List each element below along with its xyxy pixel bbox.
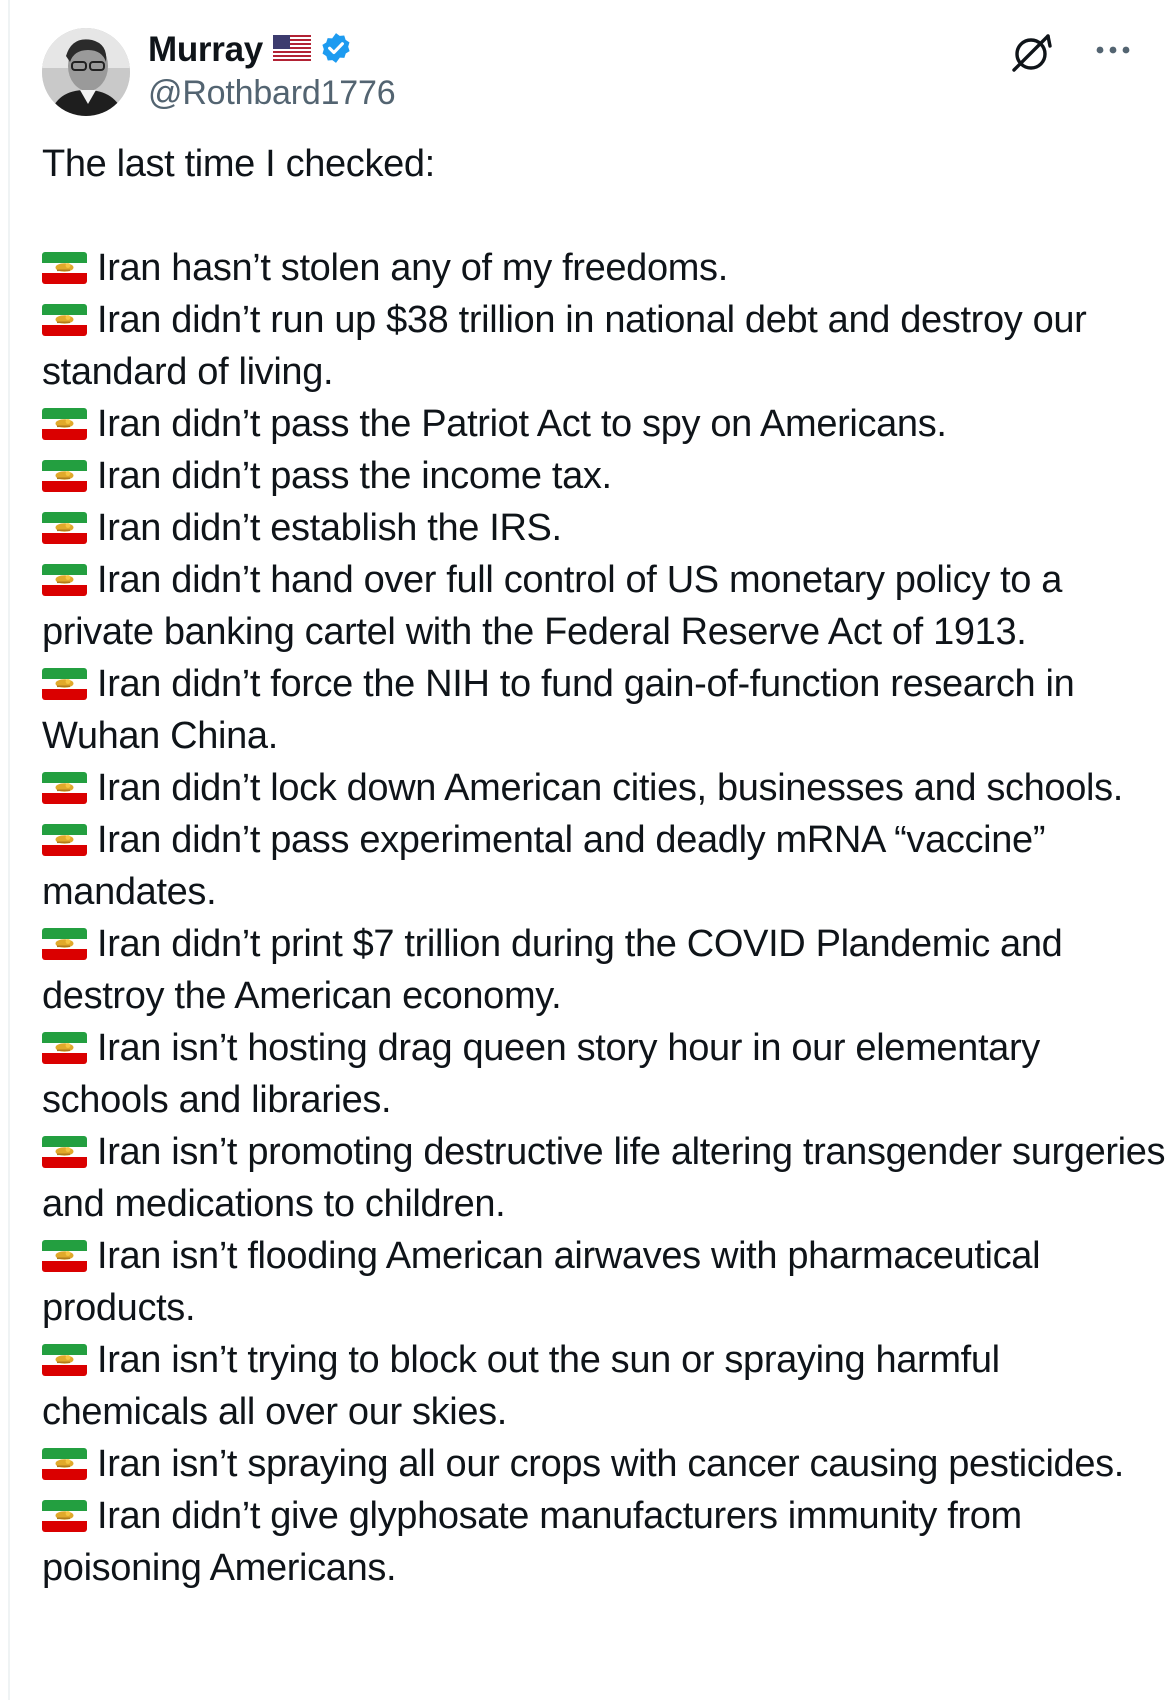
tweet-item bbox=[42, 814, 1167, 918]
iran-lion-and-sun-flag-icon bbox=[42, 668, 87, 700]
tweet-item-text: Iran didn’t pass the Patriot Act to spy on Americans. bbox=[97, 403, 947, 445]
iran-lion-and-sun-flag-icon bbox=[42, 252, 87, 284]
tweet-item-text: Iran didn’t pass experimental and deadly mRNA “vaccine” mandates. bbox=[42, 819, 1046, 913]
iran-lion-and-sun-flag-icon bbox=[42, 1240, 87, 1272]
iran-lion-and-sun-flag-icon bbox=[42, 512, 87, 544]
tweet-item-text: Iran isn’t flooding American airwaves with pharmaceutical products. bbox=[42, 1235, 1041, 1329]
tweet-item bbox=[42, 762, 1167, 814]
tweet-item-text: Iran didn’t pass the income tax. bbox=[97, 455, 612, 497]
tweet-item bbox=[42, 1230, 1167, 1334]
iran-lion-and-sun-flag-icon bbox=[42, 928, 87, 960]
name-row bbox=[148, 28, 395, 72]
tweet-item bbox=[42, 450, 1167, 502]
tweet-item-list bbox=[42, 242, 1167, 1594]
tweet-item-text: Iran didn’t establish the IRS. bbox=[97, 507, 562, 549]
more-icon[interactable] bbox=[1090, 30, 1136, 76]
tweet-item bbox=[42, 294, 1167, 398]
tweet-item-text: Iran isn’t promoting destructive life altering transgender surgeries and medications to children. bbox=[42, 1131, 1166, 1225]
iran-lion-and-sun-flag-icon bbox=[42, 564, 87, 596]
iran-lion-and-sun-flag-icon bbox=[42, 408, 87, 440]
display-name[interactable]: Murray bbox=[148, 30, 263, 69]
tweet-item-text: Iran didn’t give glyphosate manufacturers immunity from poisoning Americans. bbox=[42, 1495, 1022, 1589]
user-handle[interactable]: @Rothbard1776 bbox=[148, 74, 396, 112]
iran-lion-and-sun-flag-icon bbox=[42, 772, 87, 804]
tweet-item bbox=[42, 1438, 1167, 1490]
tweet-item-text: Iran didn’t lock down American cities, businesses and schools. bbox=[97, 767, 1123, 809]
iran-lion-and-sun-flag-icon bbox=[42, 304, 87, 336]
tweet-item-text: Iran didn’t run up $38 trillion in national debt and destroy our standard of living. bbox=[42, 299, 1087, 393]
iran-lion-and-sun-flag-icon bbox=[42, 1448, 87, 1480]
grok-icon[interactable] bbox=[1010, 30, 1056, 76]
tweet-item bbox=[42, 918, 1167, 1022]
tweet-item bbox=[42, 1490, 1167, 1594]
iran-lion-and-sun-flag-icon bbox=[42, 1344, 87, 1376]
tweet-item bbox=[42, 242, 1167, 294]
blank-line bbox=[42, 190, 1167, 242]
timeline-border bbox=[8, 0, 10, 1700]
iran-lion-and-sun-flag-icon bbox=[42, 1136, 87, 1168]
tweet-item-text: Iran didn’t print $7 trillion during the COVID Plandemic and destroy the American economy. bbox=[42, 923, 1063, 1017]
iran-lion-and-sun-flag-icon bbox=[42, 824, 87, 856]
user-info bbox=[148, 28, 395, 113]
avatar[interactable] bbox=[42, 28, 130, 116]
tweet-item bbox=[42, 554, 1167, 658]
tweet-item bbox=[42, 1334, 1167, 1438]
tweet-item bbox=[42, 1022, 1167, 1126]
tweet-item-text: Iran isn’t spraying all our crops with cancer causing pesticides. bbox=[97, 1443, 1124, 1485]
iran-lion-and-sun-flag-icon bbox=[42, 460, 87, 492]
tweet-item bbox=[42, 398, 1167, 450]
verified-badge-icon bbox=[319, 31, 353, 70]
tweet-item-text: Iran isn’t hosting drag queen story hour in our elementary schools and libraries. bbox=[42, 1027, 1040, 1121]
tweet-item-text: Iran didn’t hand over full control of US monetary policy to a private banking cartel with the Federal Reserve Act of 1913. bbox=[42, 559, 1063, 653]
tweet-item-text: Iran isn’t trying to block out the sun or spraying harmful chemicals all over our skies. bbox=[42, 1339, 1000, 1433]
tweet-item bbox=[42, 1126, 1167, 1230]
tweet-item-text: Iran didn’t force the NIH to fund gain-of-function research in Wuhan China. bbox=[42, 663, 1075, 757]
iran-lion-and-sun-flag-icon bbox=[42, 1500, 87, 1532]
tweet-intro: The last time I checked: bbox=[42, 143, 435, 185]
tweet-text bbox=[42, 138, 1167, 1594]
tweet-item bbox=[42, 658, 1167, 762]
us-flag-icon bbox=[273, 35, 311, 66]
iran-lion-and-sun-flag-icon bbox=[42, 1032, 87, 1064]
tweet-item-text: Iran hasn’t stolen any of my freedoms. bbox=[97, 247, 728, 289]
tweet-item bbox=[42, 502, 1167, 554]
tweet-header bbox=[42, 24, 1152, 116]
